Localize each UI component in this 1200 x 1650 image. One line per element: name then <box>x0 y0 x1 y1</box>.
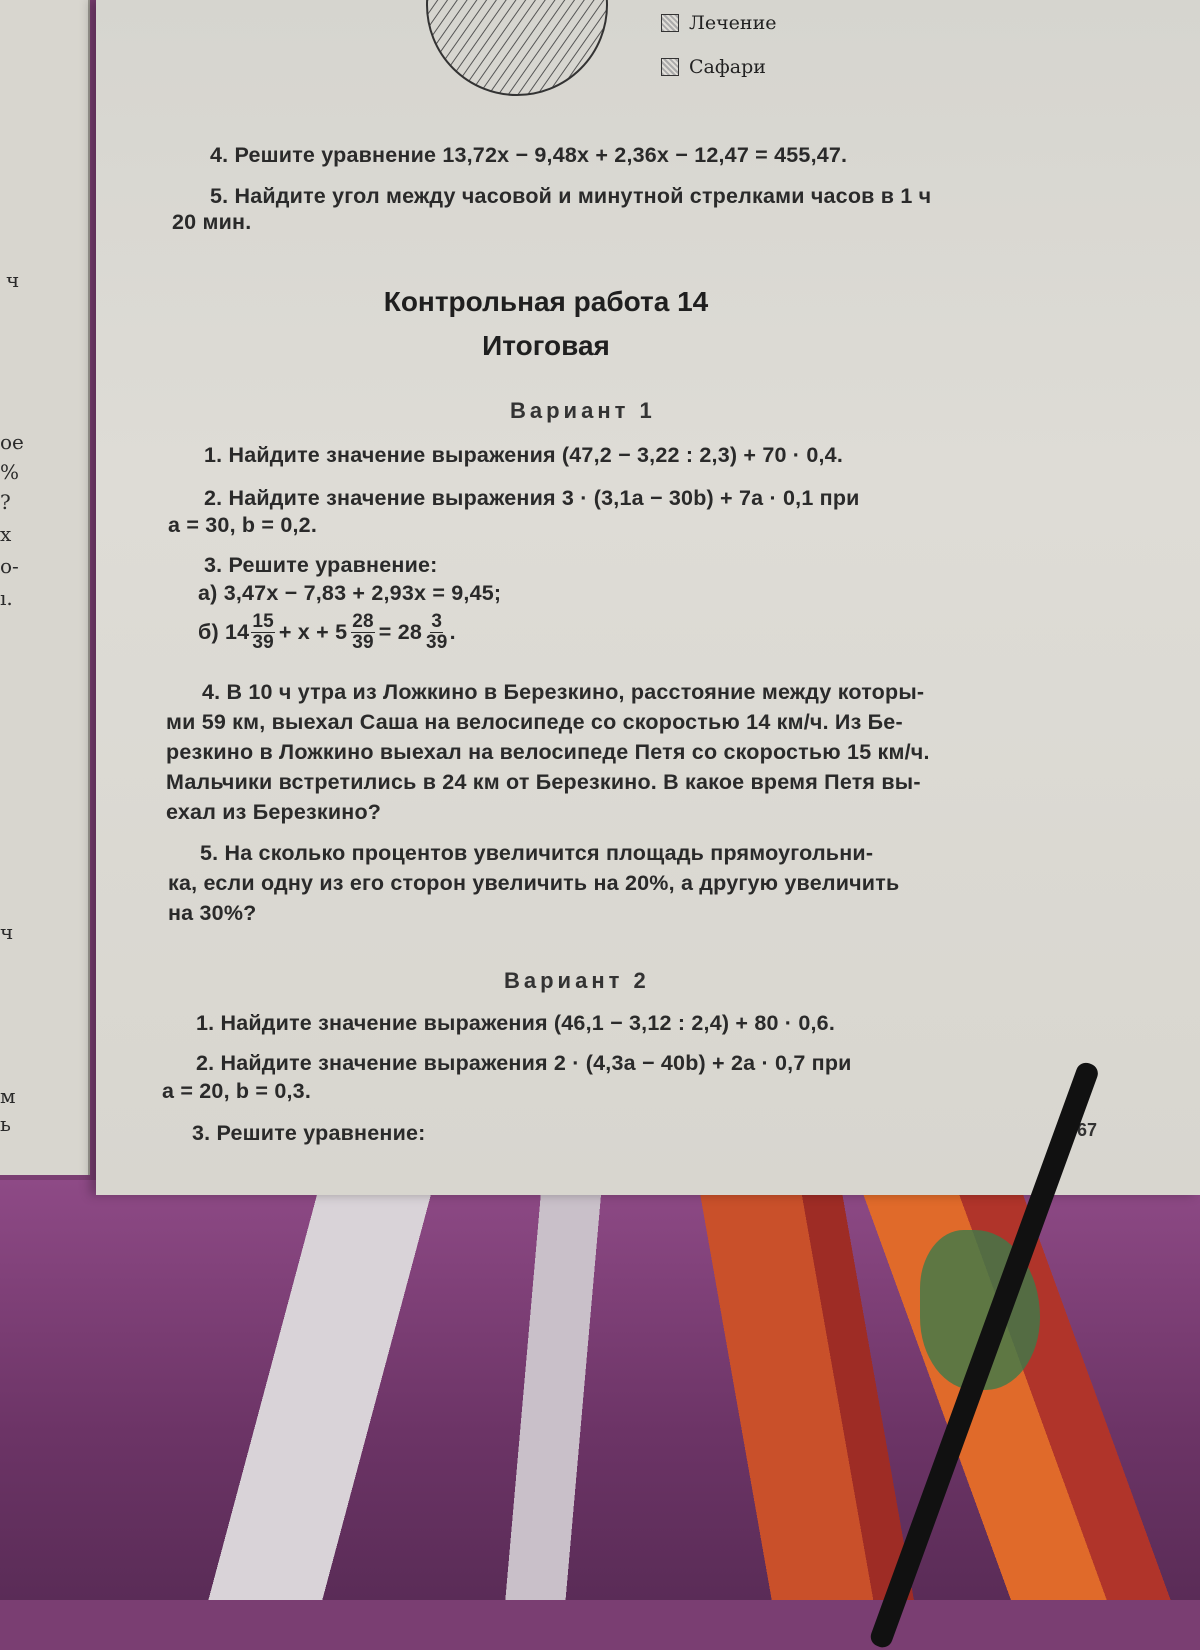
v1-task-3b <box>198 612 456 653</box>
legend-swatch <box>661 58 679 76</box>
legend-row <box>661 56 776 78</box>
v1-task-4-line3: резкино в Ложкино выехал на велосипеде Петя со скоростью 15 км/ч. <box>166 740 930 764</box>
left-page-fragment: ? <box>0 490 11 514</box>
prev-task-5-line2: 20 мин. <box>172 210 252 234</box>
left-page-fragment: ое <box>0 430 24 454</box>
v1-task-4-line4: Мальчики встретились в 24 км от Березкино. В какое время Петя вы- <box>166 770 921 794</box>
fraction <box>251 612 275 653</box>
v2-task-2-line2: a = 20, b = 0,3. <box>162 1079 312 1103</box>
v1-task-5-line2: ка, если одну из его сторон увеличить на 20%, а другую увеличить <box>168 871 900 895</box>
legend-label: Лечение <box>689 12 777 34</box>
pie-diagram-fragment <box>422 0 612 100</box>
v1-task-2-line1: 2. Найдите значение выражения 3 · (3,1a − 30b) + 7a · 0,1 при <box>204 486 860 510</box>
fraction-numerator: 28 <box>352 611 374 632</box>
fraction-numerator: 15 <box>252 611 274 632</box>
v1-task-3b-end: . <box>449 620 456 644</box>
left-page-fragment: ь <box>0 1112 11 1136</box>
v1-task-4-line5: ехал из Березкино? <box>166 800 382 824</box>
v1-task-3b-mid1: + x + 5 <box>278 620 348 644</box>
fraction-numerator: 3 <box>431 611 443 632</box>
v1-task-3: 3. Решите уравнение: <box>204 553 438 577</box>
v2-task-2-line1: 2. Найдите значение выражения 2 · (4,3a − 40b) + 2a · 0,7 при <box>196 1051 852 1075</box>
v1-task-4-line1: 4. В 10 ч утра из Ложкино в Березкино, расстояние между которы- <box>202 680 925 704</box>
left-page-fragment: ч <box>6 268 20 292</box>
left-page-fragment: о- <box>0 554 19 578</box>
prev-task-5-line1: 5. Найдите угол между часовой и минутной стрелками часов в 1 ч <box>210 184 932 208</box>
fraction-denominator: 39 <box>426 632 448 653</box>
legend-swatch <box>661 14 679 32</box>
v1-task-3a: а) 3,47x − 7,83 + 2,93x = 9,45; <box>198 581 502 605</box>
fraction-denominator: 39 <box>252 632 274 653</box>
fraction <box>426 612 448 653</box>
variant-1-heading: Вариант 1 <box>510 398 656 423</box>
v1-task-4-line2: ми 59 км, выехал Саша на велосипеде со скоростью 14 км/ч. Из Бе- <box>166 710 903 734</box>
v1-task-5-line1: 5. На сколько процентов увеличится площадь прямоугольни- <box>200 841 874 865</box>
left-page-fragment: м <box>0 1084 16 1108</box>
left-page <box>0 0 90 1175</box>
v1-task-5-line3: на 30%? <box>168 901 257 925</box>
variant-2-heading: Вариант 2 <box>504 968 650 993</box>
diagram-legend <box>661 12 776 100</box>
page-title: Контрольная работа 14 <box>383 286 709 317</box>
left-page-fragment: ı. <box>0 586 13 610</box>
left-page-fragment: х <box>0 522 12 546</box>
v1-task-2-line2: a = 30, b = 0,2. <box>168 513 318 537</box>
legend-row <box>661 12 776 34</box>
prev-task-4: 4. Решите уравнение 13,72x − 9,48x + 2,36x − 12,47 = 455,47. <box>210 143 848 167</box>
left-page-fragment: % <box>0 460 20 484</box>
fraction-denominator: 39 <box>352 632 374 653</box>
v1-task-1: 1. Найдите значение выражения (47,2 − 3,22 : 2,3) + 70 · 0,4. <box>204 443 843 467</box>
v1-task-3b-mid2: = 28 <box>378 620 423 644</box>
left-page-fragment: ч <box>0 920 14 944</box>
legend-label: Сафари <box>689 56 766 78</box>
v1-task-3b-prefix: б) 14 <box>198 620 250 644</box>
fraction <box>351 612 375 653</box>
v2-task-3: 3. Решите уравнение: <box>192 1121 426 1145</box>
page-number: 67 <box>1077 1120 1098 1140</box>
page-subtitle: Итоговая <box>482 330 610 361</box>
v2-task-1: 1. Найдите значение выражения (46,1 − 3,12 : 2,4) + 80 · 0,6. <box>196 1011 835 1035</box>
textbook-page <box>96 0 1200 1195</box>
